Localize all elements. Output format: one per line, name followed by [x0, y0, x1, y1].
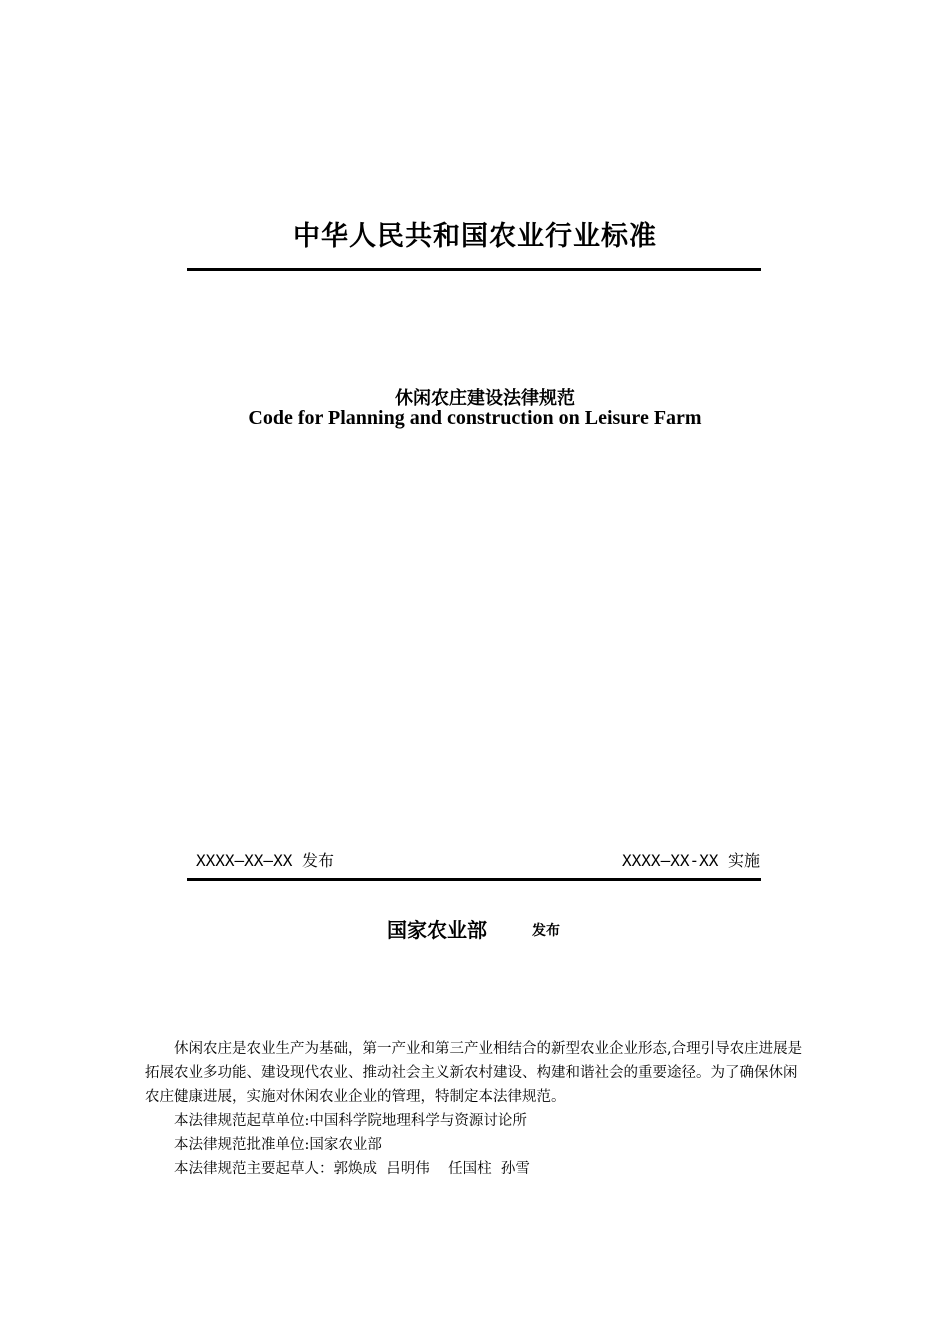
dates-divider: [187, 878, 761, 881]
foreword-paragraph: 休闲农庄是农业生产为基础，第一产业和第三产业相结合的新型农业企业形态,合理引导农庄进展是拓展农业多功能、建设现代农业、推动社会主义新农村建设、构建和谐社会的重要途径。为了确保休闲农庄健康进展，实施对休闲农业企业的管理，特制定本法律规范。: [145, 1041, 803, 1105]
document-title-chinese: 休闲农庄建设法律规范: [395, 388, 575, 409]
implementation-date: XXXX—XX-XX 实施: [622, 851, 760, 870]
document-title-english: Code for Planning and construction on Leisure Farm: [248, 407, 702, 429]
foreword-section: [145, 1037, 807, 1181]
standard-header-title: 中华人民共和国农业行业标准: [293, 221, 657, 252]
issue-date: XXXX—XX—XX 发布: [196, 851, 334, 870]
approval-unit: 本法律规范批准单位:国家农业部: [174, 1137, 382, 1153]
drafting-unit: 本法律规范起草单位:中国科学院地理科学与资源讨论所: [174, 1113, 527, 1129]
publisher-name: 国家农业部: [387, 918, 487, 942]
drafters: 本法律规范主要起草人：郭焕成 吕明伟 任国柱 孙雪: [174, 1161, 530, 1177]
header-divider: [187, 268, 761, 271]
publish-label: 发布: [532, 923, 560, 939]
